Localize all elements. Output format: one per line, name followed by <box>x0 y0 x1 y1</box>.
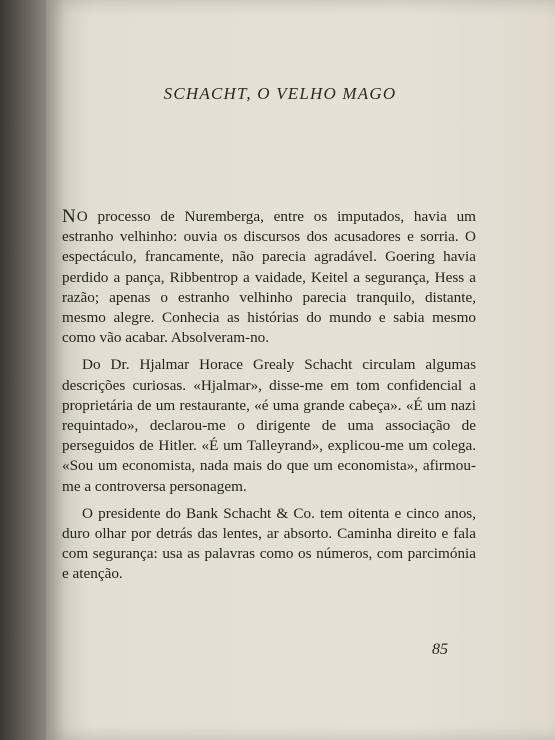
page-body <box>62 207 476 585</box>
show-through-text <box>426 92 546 202</box>
chapter-title: SCHACHT, O VELHO MAGO <box>163 84 397 103</box>
paragraph-2: Do Dr. Hjalmar Horace Grealy Schacht circulam algumas descrições curiosas. «Hjalmar», disse-me em tom confidencial a proprietária de um restaurante, «é uma grande cabeça». «É um nazi requintado», declarou-me o dirigente de uma associação de perseguidos de Hitler. «É um Talleyrand», explicou-me um colega. «Sou um economista, nada mais do que um economista», afirmou-me a controversa personagem. <box>62 356 476 495</box>
paragraph-1 <box>62 207 476 348</box>
paragraph-1-text: O processo de Nuremberga, entre os imputados, havia um estranho velhinho: ouvia os discursos dos acusadores e sorria. O espectáculo, francamente, não parecia agradável. Goering havia perdido a pança, Ribbentrop a vaidade, Keitel a segurança, Hess a razão; apenas o estranho velhinho parecia tranquilo, distante, mesmo alegre. Conhecia as histórias do mundo e sabia mesmo como vão acabar. Absolveram-no. <box>62 208 476 347</box>
left-page-edge <box>0 0 46 740</box>
paragraph-3: O presidente do Bank Schacht & Co. tem oitenta e cinco anos, duro olhar por detrás das lentes, ar absorto. Caminha direito e fala com segurança: usa as palavras como os números, com parcimónia e atenção. <box>62 504 476 583</box>
page-number: 85 <box>432 641 448 658</box>
drop-cap: N <box>62 206 76 227</box>
